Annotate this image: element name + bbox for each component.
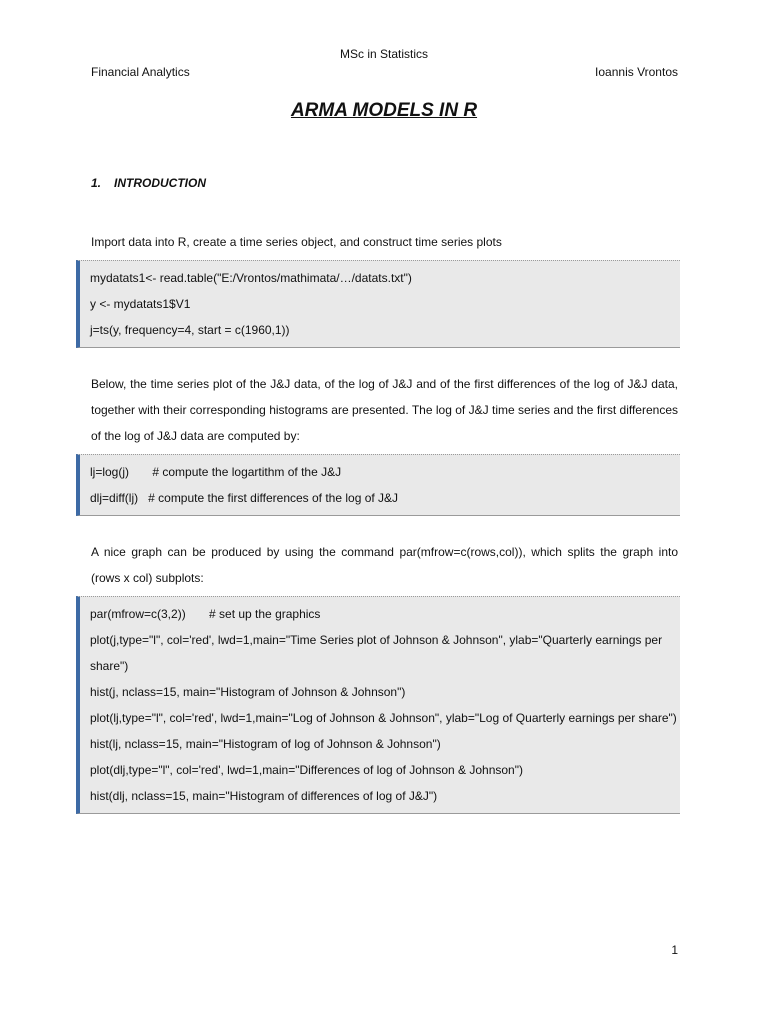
code-line: hist(dlj, nclass=15, main="Histogram of differences of log of J&J") — [90, 789, 438, 803]
code-line: j=ts(y, frequency=4, start = c(1960,1)) — [90, 323, 290, 337]
code-line: dlj=diff(lj) # compute the first differences of the log of J&J — [90, 491, 399, 505]
section-heading — [91, 176, 206, 190]
code-line: hist(j, nclass=15, main="Histogram of Johnson & Johnson") — [90, 685, 406, 699]
code-line: plot(j,type="l", col='red', lwd=1,main="Time Series plot of Johnson & Johnson", ylab="Quarterly earnings per share") — [90, 633, 666, 673]
code-line: y <- mydatats1$V1 — [90, 297, 191, 311]
code-block-log — [76, 454, 680, 516]
header-author: Ioannis Vrontos — [595, 65, 678, 79]
intro-paragraph: Import data into R, create a time series object, and construct time series plots — [91, 235, 502, 249]
description-paragraph: Below, the time series plot of the J&J data, of the log of J&J and of the first differences of the log of J&J data, together with their corresponding histograms are presented. The log of J&J time series and the first differences of the log of J&J data are computed by: — [91, 377, 678, 443]
section-number: 1. — [91, 176, 102, 190]
code-block-import — [76, 260, 680, 348]
page-number: 1 — [671, 943, 678, 957]
code-line: plot(lj,type="l", col='red', lwd=1,main="Log of Johnson & Johnson", ylab="Log of Quarterly earnings per share") — [90, 711, 677, 725]
code-line: par(mfrow=c(3,2)) # set up the graphics — [90, 607, 321, 621]
code-line: hist(lj, nclass=15, main="Histogram of log of Johnson & Johnson") — [90, 737, 441, 751]
section-title: INTRODUCTION — [114, 176, 206, 190]
code-block-plots — [76, 596, 680, 814]
document-title: ARMA MODELS IN R — [290, 100, 478, 121]
header-program: MSc in Statistics — [339, 47, 429, 61]
code-line: mydatats1<- read.table("E:/Vrontos/mathimata/…/datats.txt") — [90, 271, 412, 285]
graph-paragraph: A nice graph can be produced by using the command par(mfrow=c(rows,col)), which splits the graph into (rows x col) subplots: — [91, 545, 678, 585]
header-course: Financial Analytics — [91, 65, 190, 79]
code-line: lj=log(j) # compute the logartithm of the J&J — [90, 465, 342, 479]
code-line: plot(dlj,type="l", col='red', lwd=1,main="Differences of log of Johnson & Johnson") — [90, 763, 523, 777]
